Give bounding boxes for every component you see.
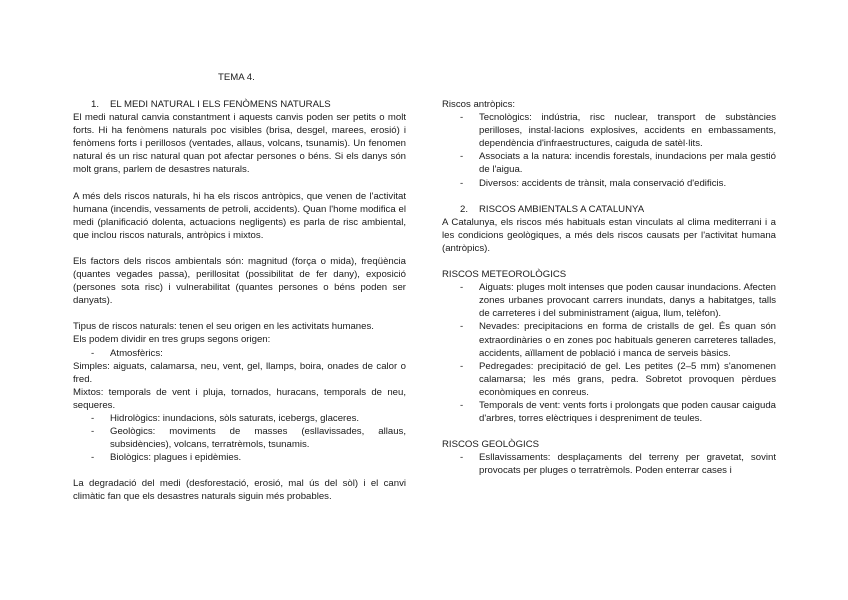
list-item: - Tecnològics: indústria, risc nuclear, transport de substàncies perilloses, instal·lacions explosives, accidents en embassaments, dependència d'infraestructures, caiguda de satèl·lits. (460, 112, 776, 150)
dash-bullet: - (460, 177, 464, 189)
list-item: - Associats a la natura: incendis forestals, inundacions per mala gestió de l'aigua. (460, 151, 776, 176)
dash-bullet: - (460, 452, 464, 464)
antropics-title: Riscos antròpics: (442, 99, 516, 110)
paragraph-simples: Simples: aiguats, calamarsa, neu, vent, gel, llamps, boira, onades de calor o fred. (73, 360, 406, 385)
list-item: - Atmosfèrics: (91, 347, 163, 359)
dash-bullet: - (460, 112, 464, 124)
list-item: - Hidrològics: inundacions, sòls saturats, icebergs, glaceres. (91, 412, 360, 424)
paragraph-factors: Els factors dels riscos ambientals són: magnitud (força o mida), freqüència (quantes vegades passa), perillositat (possibilitat de fer dany), exposició (persones sota risc) i vulnerabilitat (quantes persones o béns poden ser danyats). (73, 255, 406, 307)
section-title: EL MEDI NATURAL I ELS FENÒMENS NATURALS (110, 99, 331, 110)
atmos-list (73, 347, 406, 360)
dash-bullet: - (91, 412, 95, 424)
left-column (73, 98, 406, 504)
list-item: - Temporals de vent: vents forts i prolongats que poden causar caiguda d'arbres, torres elèctriques i despreniment de teules. (460, 399, 776, 425)
paragraph-riscos-antropics: A més dels riscos naturals, hi ha els riscos antròpics, que venen de l'activitat humana (incendis, vessaments de petroli, accidents). Quan l'home modifica el medi (planificació dolenta, actuacions negligents) es parla de risc ambiental, que inclou riscos naturals, antròpics i mixtos. (73, 190, 406, 241)
list-item: - Biològics: plagues i epidèmies. (91, 452, 242, 464)
dash-bullet: - (460, 360, 464, 372)
paragraph-medi-natural: El medi natural canvia constantment i aquests canvis poden ser petits o molt forts. Hi ha fenòmens naturals poc visibles (brisa, desgel, marees, erosió) i fenòmens forts i perillosos (ventades, allaus, volcans, tsunamis). Un fenomen natural és un risc natural quan pot afectar persones o béns. Si els danys són molt grans, parlem de desastres naturals. (73, 112, 406, 176)
antropics-list (442, 111, 776, 190)
page-title: TEMA 4. (218, 72, 255, 83)
dash-bullet: - (460, 399, 464, 411)
section-number: 1. (91, 99, 100, 110)
geo-title: RISCOS GEOLÒGICS (442, 439, 540, 451)
section-heading-2 (442, 203, 776, 216)
right-column (442, 98, 776, 477)
list-item: - Nevades: precipitacions en forma de cristalls de gel. És quan són extraordinàries o en zones poc habituals generen carreteres tallades, accidents, aïllament de població i manca de serveis bàsics. (460, 321, 776, 359)
section-heading-1 (73, 98, 406, 111)
dash-bullet: - (460, 151, 464, 163)
list-item: - Aiguats: pluges molt intenses que poden causar inundacions. Afecten zones urbanes provocant carrers inundats, danys a habitatges, talls de carreteres i del subministrament (aigua, llum, telèfon). (460, 282, 776, 320)
paragraph-degradacio: La degradació del medi (desforestació, erosió, mal ús del sòl) i el canvi climàtic fan que els desastres naturals siguin més probables. (73, 478, 406, 503)
geo-list (442, 451, 776, 477)
meteo-title: RISCOS METEOROLÒGICS (442, 269, 567, 281)
meteo-list (442, 281, 776, 425)
list-item: - Pedregades: precipitació de gel. Les petites (2–5 mm) s'anomenen calamarsa; les més grans, pedra. Sobretot provoquen pèrdues econòmiques en conreus. (460, 360, 776, 398)
paragraph-tipus-riscos: Tipus de riscos naturals: tenen el seu origen en les activitats humanes. (73, 321, 374, 333)
dash-bullet: - (460, 282, 464, 294)
list-item: - Diversos: accidents de trànsit, mala conservació d'edificis. (460, 177, 727, 189)
dash-bullet: - (91, 452, 95, 464)
natural-risks-list (73, 412, 406, 464)
section-number: 2. (460, 203, 469, 215)
paragraph-grups: Els podem dividir en tres grups segons origen: (73, 334, 271, 346)
section-title: RISCOS AMBIENTALS A CATALUNYA (479, 203, 645, 215)
list-item: - Geològics: moviments de masses (esllavissades, allaus, subsidències), volcans, terratrèmols, tsunamis. (91, 426, 406, 451)
paragraph-mixtos: Mixtos: temporals de vent i pluja, tornados, huracans, temporals de neu, sequeres. (73, 386, 406, 411)
dash-bullet: - (460, 321, 464, 333)
dash-bullet: - (91, 426, 95, 438)
dash-bullet: - (91, 347, 95, 359)
list-item: - Esllavissaments: desplaçaments del terreny per gravetat, sovint provocats per pluges o terratrèmols. Poden enterrar cases i (460, 452, 776, 477)
paragraph-catalunya: A Catalunya, els riscos més habituals estan vinculats al clima mediterrani i a les condicions geològiques, a més dels riscos causats per l'activitat humana (antròpics). (442, 216, 776, 254)
